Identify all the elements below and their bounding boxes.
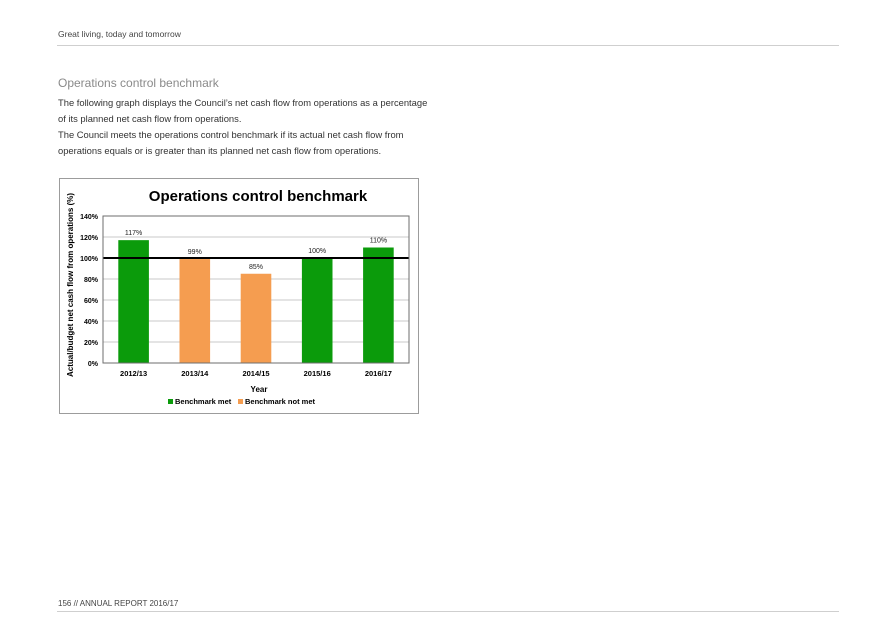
y-tick-label: 40% [83, 319, 98, 326]
x-tick-label: 2014/15 [242, 369, 270, 378]
y-tick-label: 20% [83, 340, 98, 347]
data-label: 85% [248, 263, 264, 271]
data-label: 117% [124, 230, 143, 238]
bar [241, 274, 272, 363]
legend-swatch [168, 399, 173, 404]
footer-rule [57, 611, 839, 612]
x-axis-label: Year [250, 385, 268, 394]
data-label: 100% [308, 248, 327, 255]
y-tick-label: 140% [80, 214, 98, 221]
x-tick-label: 2015/16 [303, 369, 331, 378]
footer-text: 156 // ANNUAL REPORT 2016/17 [58, 599, 179, 608]
chart-container [59, 178, 419, 414]
x-tick-label: 2013/14 [181, 369, 209, 378]
bar [180, 259, 211, 363]
bar [302, 258, 333, 363]
legend-label: Benchmark not met [245, 397, 316, 406]
x-tick-label: 2016/17 [364, 369, 392, 378]
data-label: 110% [369, 237, 388, 245]
chart-title: Operations control benchmark [148, 188, 368, 205]
bar-layer [103, 230, 409, 363]
legend-label: Benchmark met [175, 397, 232, 406]
paragraph-1: The following graph displays the Council’s net cash flow from operations as a percentage of its planned net cash flow from operations. [58, 97, 428, 124]
y-tick-label: 100% [80, 256, 98, 263]
data-label: 99% [187, 249, 202, 257]
legend [168, 397, 316, 406]
x-tick-label: 2012/13 [120, 369, 148, 378]
paragraph-2: The Council meets the operations control benchmark if its actual net cash flow from operations equals or is greater than its planned net cash flow from operations. [58, 129, 404, 156]
y-tick-label: 80% [83, 277, 98, 284]
y-tick-label: 120% [80, 235, 98, 242]
y-tick-label: 0% [87, 361, 98, 368]
bar [363, 248, 394, 364]
chart-svg [60, 179, 420, 415]
header-rule [57, 45, 839, 46]
section-title: Operations control benchmark [58, 76, 219, 90]
y-tick-label: 60% [83, 298, 98, 305]
header-text: Great living, today and tomorrow [58, 29, 181, 39]
y-axis-label: Actual/budget net cash flow from operations (%) [66, 192, 75, 378]
legend-swatch [238, 399, 243, 404]
